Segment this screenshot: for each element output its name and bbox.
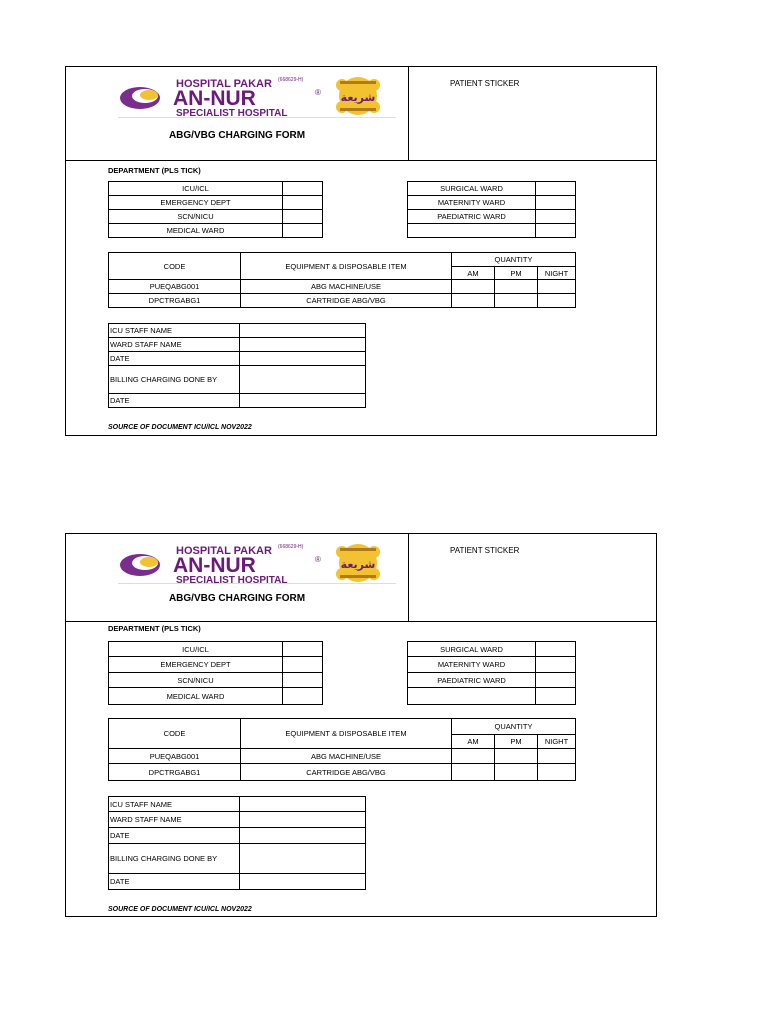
quantity-am-cell[interactable] bbox=[452, 749, 495, 764]
badge-text: شريعة bbox=[340, 558, 376, 571]
column-header-night: NIGHT bbox=[538, 267, 576, 280]
department-name: MATERNITY WARD bbox=[408, 657, 536, 673]
quantity-am-cell[interactable] bbox=[452, 280, 495, 294]
item-name: CARTRIDGE ABG/VBG bbox=[241, 764, 452, 781]
item-code: DPCTRGABG1 bbox=[109, 764, 241, 781]
quantity-night-cell[interactable] bbox=[538, 280, 576, 294]
badge-text: شريعة bbox=[340, 91, 376, 104]
logo-divider bbox=[118, 117, 396, 118]
icu-staff-name-field[interactable] bbox=[240, 324, 366, 338]
department-name: SURGICAL WARD bbox=[408, 642, 536, 657]
staff-field-label: ICU STAFF NAME bbox=[109, 797, 240, 812]
billing-done-by-field[interactable] bbox=[240, 844, 366, 874]
hospital-logo bbox=[118, 542, 398, 586]
logo-line2: AN-NUR bbox=[173, 87, 256, 110]
department-label: DEPARTMENT (PLS TICK) bbox=[108, 624, 201, 633]
shariah-badge-icon bbox=[336, 544, 380, 582]
icu-staff-name-field[interactable] bbox=[240, 797, 366, 812]
tick-box[interactable] bbox=[283, 196, 323, 210]
tick-box[interactable] bbox=[536, 673, 576, 688]
table-row bbox=[109, 749, 576, 764]
date-field[interactable] bbox=[240, 352, 366, 366]
logo-divider bbox=[118, 583, 396, 584]
tick-box[interactable] bbox=[283, 657, 323, 673]
item-code: PUEQABG001 bbox=[109, 749, 241, 764]
form-header bbox=[66, 67, 656, 161]
quantity-pm-cell[interactable] bbox=[495, 749, 538, 764]
item-code: DPCTRGABG1 bbox=[109, 294, 241, 308]
column-header-item: EQUIPMENT & DISPOSABLE ITEM bbox=[241, 719, 452, 749]
tick-box[interactable] bbox=[536, 210, 576, 224]
staff-table bbox=[108, 323, 366, 408]
staff-row bbox=[109, 797, 366, 812]
staff-row bbox=[109, 812, 366, 828]
staff-field-label: ICU STAFF NAME bbox=[109, 324, 240, 338]
department-name: MEDICAL WARD bbox=[109, 688, 283, 705]
quantity-pm-cell[interactable] bbox=[495, 764, 538, 781]
department-name: MATERNITY WARD bbox=[408, 196, 536, 210]
tick-box[interactable] bbox=[283, 688, 323, 705]
tick-box[interactable] bbox=[283, 642, 323, 657]
tick-box[interactable] bbox=[536, 657, 576, 673]
staff-row bbox=[109, 324, 366, 338]
department-row bbox=[109, 224, 323, 238]
department-name: MEDICAL WARD bbox=[109, 224, 283, 238]
department-name: EMERGENCY DEPT bbox=[109, 657, 283, 673]
department-name: SURGICAL WARD bbox=[408, 182, 536, 196]
department-table-left bbox=[108, 641, 323, 705]
department-row bbox=[408, 224, 576, 238]
staff-field-label: DATE bbox=[109, 352, 240, 366]
item-code: PUEQABG001 bbox=[109, 280, 241, 294]
staff-field-label: BILLING CHARGING DONE BY bbox=[109, 844, 240, 874]
tick-box[interactable] bbox=[536, 182, 576, 196]
logo-line1: HOSPITAL PAKAR bbox=[176, 78, 272, 90]
column-header-am: AM bbox=[452, 735, 495, 749]
staff-row bbox=[109, 844, 366, 874]
logo-registered: ® bbox=[315, 555, 321, 564]
column-header-code: CODE bbox=[109, 253, 241, 280]
department-row bbox=[109, 657, 323, 673]
column-header-quantity: QUANTITY bbox=[452, 719, 576, 735]
department-name: SCN/NICU bbox=[109, 673, 283, 688]
items-table bbox=[108, 718, 576, 781]
staff-field-label: WARD STAFF NAME bbox=[109, 812, 240, 828]
quantity-night-cell[interactable] bbox=[538, 764, 576, 781]
staff-row bbox=[109, 338, 366, 352]
staff-field-label: WARD STAFF NAME bbox=[109, 338, 240, 352]
patient-sticker-label: PATIENT STICKER bbox=[450, 546, 520, 555]
department-name: PAEDIATRIC WARD bbox=[408, 673, 536, 688]
billing-date-field[interactable] bbox=[240, 394, 366, 408]
department-name: ICU/ICL bbox=[109, 182, 283, 196]
date-field[interactable] bbox=[240, 828, 366, 844]
item-name: ABG MACHINE/USE bbox=[241, 749, 452, 764]
table-row bbox=[109, 280, 576, 294]
logo-line3: SPECIALIST HOSPITAL bbox=[176, 575, 288, 586]
ward-staff-name-field[interactable] bbox=[240, 338, 366, 352]
item-name: ABG MACHINE/USE bbox=[241, 280, 452, 294]
ward-staff-name-field[interactable] bbox=[240, 812, 366, 828]
logo-registered: ® bbox=[315, 88, 321, 97]
tick-box[interactable] bbox=[536, 688, 576, 705]
staff-row bbox=[109, 352, 366, 366]
quantity-pm-cell[interactable] bbox=[495, 280, 538, 294]
quantity-night-cell[interactable] bbox=[538, 749, 576, 764]
tick-box[interactable] bbox=[536, 642, 576, 657]
staff-row bbox=[109, 828, 366, 844]
logo-line2: AN-NUR bbox=[173, 554, 256, 577]
tick-box[interactable] bbox=[536, 196, 576, 210]
department-row bbox=[109, 210, 323, 224]
charging-form-1 bbox=[65, 66, 657, 436]
department-row bbox=[109, 196, 323, 210]
department-row bbox=[109, 182, 323, 196]
department-row bbox=[109, 688, 323, 705]
hospital-logo bbox=[118, 75, 398, 119]
billing-done-by-field[interactable] bbox=[240, 366, 366, 394]
column-header-item: EQUIPMENT & DISPOSABLE ITEM bbox=[241, 253, 452, 280]
column-header-am: AM bbox=[452, 267, 495, 280]
form-header bbox=[66, 534, 656, 622]
billing-date-field[interactable] bbox=[240, 874, 366, 890]
department-row bbox=[408, 196, 576, 210]
quantity-am-cell[interactable] bbox=[452, 764, 495, 781]
quantity-pm-cell[interactable] bbox=[495, 294, 538, 308]
department-row bbox=[408, 657, 576, 673]
staff-field-label: DATE bbox=[109, 828, 240, 844]
column-header-code: CODE bbox=[109, 719, 241, 749]
department-label: DEPARTMENT (PLS TICK) bbox=[108, 166, 201, 175]
department-name: EMERGENCY DEPT bbox=[109, 196, 283, 210]
column-header-pm: PM bbox=[495, 267, 538, 280]
logo-line1: HOSPITAL PAKAR bbox=[176, 545, 272, 557]
column-header-pm: PM bbox=[495, 735, 538, 749]
department-row bbox=[408, 182, 576, 196]
logo-reg-no: (668629-H) bbox=[278, 77, 304, 83]
shariah-badge-icon bbox=[336, 77, 380, 115]
department-row bbox=[408, 210, 576, 224]
form-title: ABG/VBG CHARGING FORM bbox=[168, 593, 306, 604]
table-row bbox=[109, 764, 576, 781]
department-row bbox=[109, 673, 323, 688]
items-table bbox=[108, 252, 576, 308]
patient-sticker-label: PATIENT STICKER bbox=[450, 79, 520, 88]
department-table-right bbox=[407, 181, 576, 238]
department-row bbox=[408, 688, 576, 705]
department-row bbox=[408, 673, 576, 688]
department-name: ICU/ICL bbox=[109, 642, 283, 657]
quantity-night-cell[interactable] bbox=[538, 294, 576, 308]
staff-field-label: DATE bbox=[109, 874, 240, 890]
tick-box[interactable] bbox=[283, 673, 323, 688]
department-name: PAEDIATRIC WARD bbox=[408, 210, 536, 224]
tick-box[interactable] bbox=[283, 210, 323, 224]
logo-line3: SPECIALIST HOSPITAL bbox=[176, 108, 288, 119]
department-row bbox=[109, 642, 323, 657]
item-name: CARTRIDGE ABG/VBG bbox=[241, 294, 452, 308]
staff-row bbox=[109, 366, 366, 394]
column-header-quantity: QUANTITY bbox=[452, 253, 576, 267]
table-row bbox=[109, 294, 576, 308]
staff-row bbox=[109, 874, 366, 890]
source-note: SOURCE OF DOCUMENT ICU/ICL NOV2022 bbox=[108, 906, 252, 913]
department-row bbox=[408, 642, 576, 657]
staff-field-label: BILLING CHARGING DONE BY bbox=[109, 366, 240, 394]
column-header-night: NIGHT bbox=[538, 735, 576, 749]
staff-row bbox=[109, 394, 366, 408]
logo-cell bbox=[66, 534, 409, 621]
logo-reg-no: (668629-H) bbox=[278, 544, 304, 550]
source-note: SOURCE OF DOCUMENT ICU/ICL NOV2022 bbox=[108, 424, 252, 431]
tick-box[interactable] bbox=[536, 224, 576, 238]
staff-table bbox=[108, 796, 366, 890]
department-name: SCN/NICU bbox=[109, 210, 283, 224]
tick-box[interactable] bbox=[283, 224, 323, 238]
form-title: ABG/VBG CHARGING FORM bbox=[168, 130, 306, 141]
department-table-right bbox=[407, 641, 576, 705]
logo-cell bbox=[66, 67, 409, 160]
staff-field-label: DATE bbox=[109, 394, 240, 408]
tick-box[interactable] bbox=[283, 182, 323, 196]
quantity-am-cell[interactable] bbox=[452, 294, 495, 308]
charging-form-2 bbox=[65, 533, 657, 917]
department-table-left bbox=[108, 181, 323, 238]
department-name bbox=[408, 688, 536, 705]
department-name bbox=[408, 224, 536, 238]
